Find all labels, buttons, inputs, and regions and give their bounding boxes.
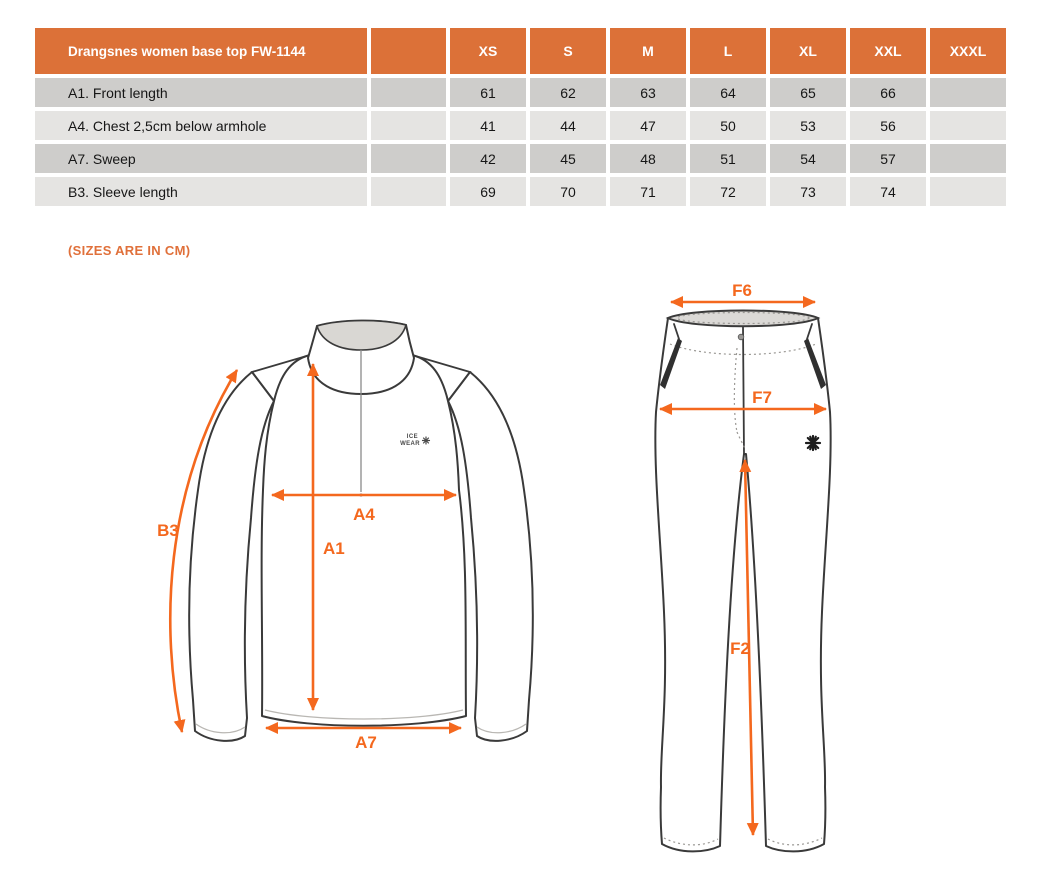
header-cell-s: S bbox=[530, 28, 606, 74]
label-F2: F2 bbox=[730, 639, 750, 658]
table-title: Drangsnes women base top FW-1144 bbox=[35, 28, 367, 74]
header-cell-l: L bbox=[690, 28, 766, 74]
snowflake-icon bbox=[423, 437, 430, 444]
label-F7: F7 bbox=[752, 388, 772, 407]
value-cell: 51 bbox=[690, 144, 766, 173]
value-cell: 69 bbox=[450, 177, 526, 206]
value-cell: 56 bbox=[850, 111, 926, 140]
label-A1: A1 bbox=[323, 539, 345, 558]
value-cell: 66 bbox=[850, 78, 926, 107]
waist-button bbox=[738, 334, 744, 340]
header-cell-xs: XS bbox=[450, 28, 526, 74]
header-cell-xxl: XXL bbox=[850, 28, 926, 74]
value-cell: 53 bbox=[770, 111, 846, 140]
value-cell: 47 bbox=[610, 111, 686, 140]
table-row-sleeve-length bbox=[35, 177, 1006, 206]
spacer-cell bbox=[371, 78, 446, 107]
value-cell: 65 bbox=[770, 78, 846, 107]
size-chart-table bbox=[31, 24, 1010, 210]
spacer-cell bbox=[371, 111, 446, 140]
value-cell: 44 bbox=[530, 111, 606, 140]
value-cell bbox=[930, 177, 1006, 206]
spacer-cell bbox=[371, 177, 446, 206]
table-header-row bbox=[35, 28, 1006, 74]
row-label-cell: B3. Sleeve length bbox=[35, 177, 367, 206]
value-cell: 41 bbox=[450, 111, 526, 140]
value-cell: 57 bbox=[850, 144, 926, 173]
value-cell: 45 bbox=[530, 144, 606, 173]
table-row-front-length bbox=[35, 78, 1006, 107]
label-A4: A4 bbox=[353, 505, 375, 524]
header-cell-xxxl: XXXL bbox=[930, 28, 1006, 74]
value-cell: 71 bbox=[610, 177, 686, 206]
value-cell bbox=[930, 144, 1006, 173]
row-label-cell: A7. Sweep bbox=[35, 144, 367, 173]
value-cell: 54 bbox=[770, 144, 846, 173]
header-cell-m: M bbox=[610, 28, 686, 74]
value-cell: 61 bbox=[450, 78, 526, 107]
value-cell: 70 bbox=[530, 177, 606, 206]
value-cell: 74 bbox=[850, 177, 926, 206]
label-B3: B3 bbox=[157, 521, 179, 540]
svg-text:WEAR: WEAR bbox=[400, 441, 420, 447]
row-label-cell: A4. Chest 2,5cm below armhole bbox=[35, 111, 367, 140]
value-cell: 62 bbox=[530, 78, 606, 107]
label-F6: F6 bbox=[732, 282, 752, 300]
header-spacer-cell bbox=[371, 28, 446, 74]
snowflake-icon bbox=[806, 436, 820, 450]
value-cell: 48 bbox=[610, 144, 686, 173]
table-row-chest bbox=[35, 111, 1006, 140]
svg-text:ICE: ICE bbox=[406, 434, 418, 440]
value-cell bbox=[930, 78, 1006, 107]
base-top-diagram bbox=[140, 298, 580, 778]
row-label-cell: A1. Front length bbox=[35, 78, 367, 107]
label-A7: A7 bbox=[355, 733, 377, 752]
value-cell: 64 bbox=[690, 78, 766, 107]
spacer-cell bbox=[371, 144, 446, 173]
sizes-in-cm-note: (SIZES ARE IN CM) bbox=[68, 243, 191, 258]
shirt-body bbox=[262, 350, 466, 726]
value-cell: 63 bbox=[610, 78, 686, 107]
header-cell-xl: XL bbox=[770, 28, 846, 74]
value-cell: 72 bbox=[690, 177, 766, 206]
table-row-sweep bbox=[35, 144, 1006, 173]
value-cell bbox=[930, 111, 1006, 140]
value-cell: 42 bbox=[450, 144, 526, 173]
value-cell: 73 bbox=[770, 177, 846, 206]
value-cell: 50 bbox=[690, 111, 766, 140]
pants-diagram bbox=[630, 282, 880, 882]
